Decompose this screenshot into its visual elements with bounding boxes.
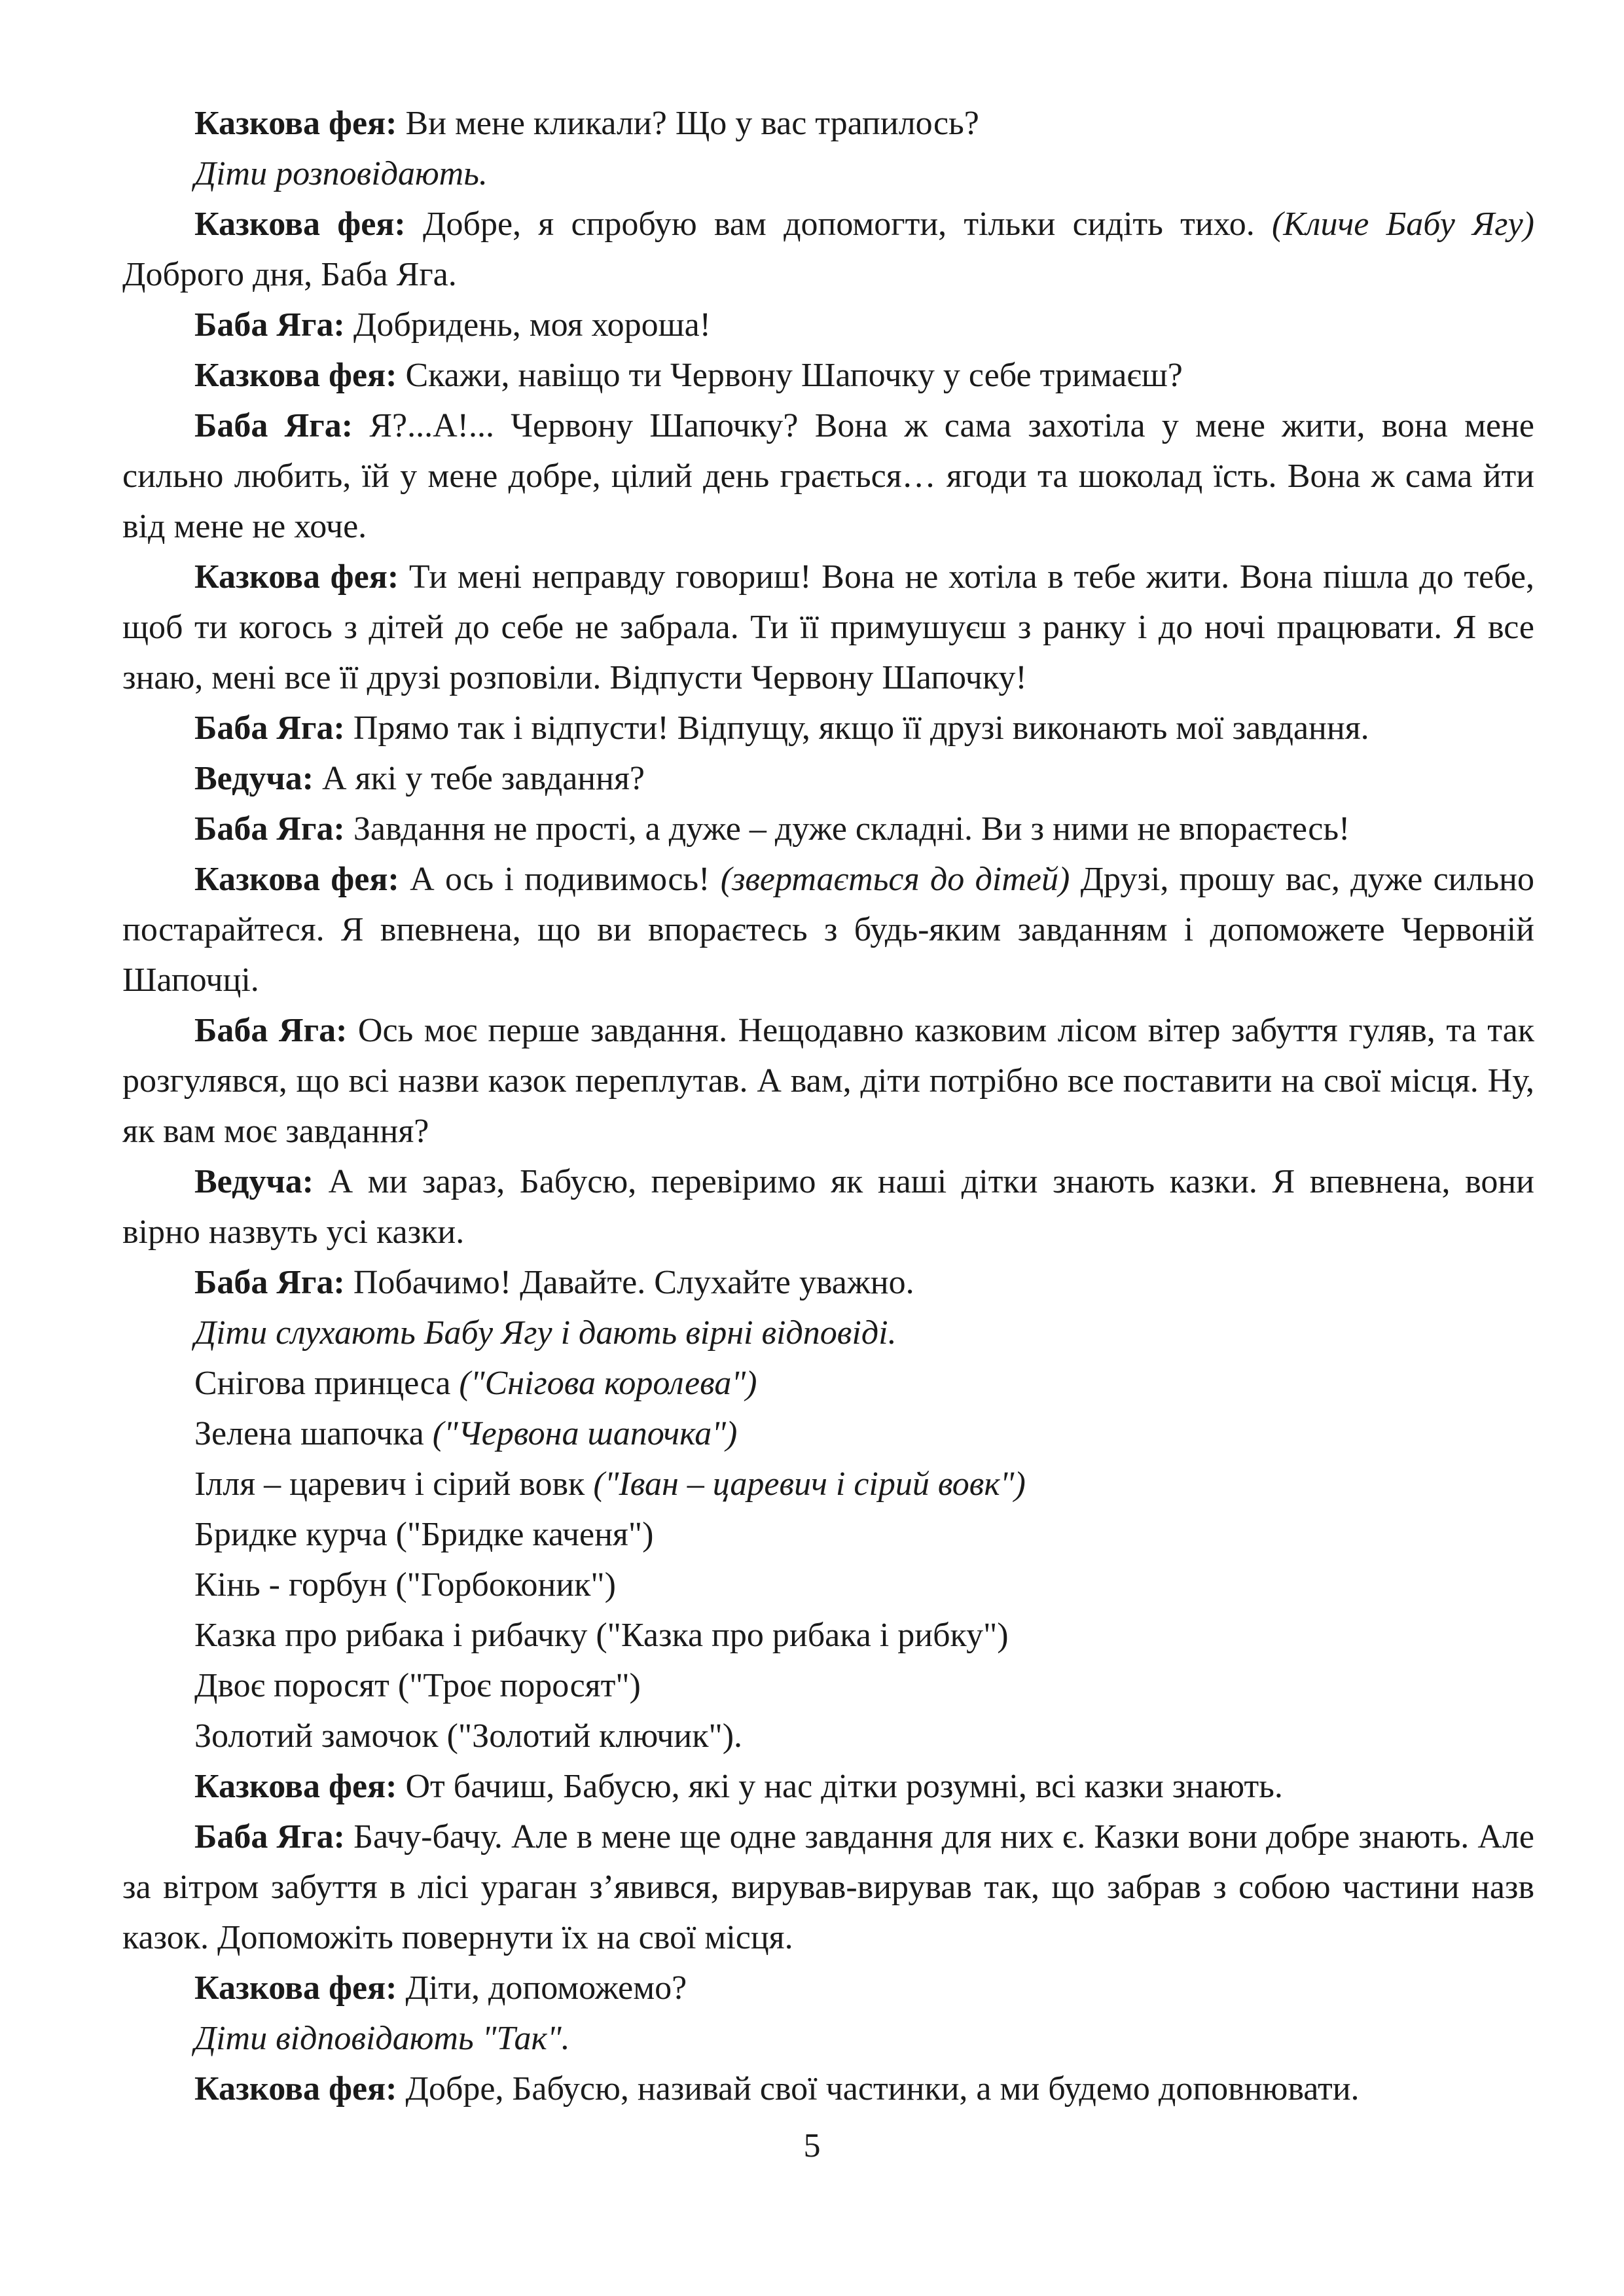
paragraph: [122, 300, 1534, 350]
speaker-label: Казкова фея:: [194, 105, 397, 142]
paragraph: [122, 1408, 1534, 1459]
speaker-label: Казкова фея:: [194, 2070, 397, 2108]
paragraph: [122, 2013, 1534, 2064]
paragraph-text: Добре, я спробую вам допомогти, тільки сидіть тихо.: [405, 206, 1272, 243]
speaker-label: Казкова фея:: [194, 206, 406, 243]
stage-direction: Діти відповідають "Так".: [194, 2020, 570, 2057]
paragraph-text: Діти, допоможемо?: [397, 1969, 687, 2007]
paragraph: [122, 703, 1534, 753]
paragraph: [122, 1157, 1534, 1257]
paragraph-text: А ми зараз, Бабусю, перевіримо як наші дітки знають казки. Я впевнена, вони вірно назвуть усі казки.: [122, 1163, 1534, 1251]
speaker-label: Казкова фея:: [194, 357, 397, 394]
speaker-label: Баба Яга:: [194, 1818, 345, 1856]
speaker-label: Казкова фея:: [194, 861, 399, 898]
speaker-label: Баба Яга:: [194, 810, 345, 848]
paragraph: [122, 854, 1534, 1005]
paragraph-text: Бачу-бачу. Але в мене ще одне завдання для них є. Казки вони добре знають. Але за вітром забуття в лісі ураган з’явився, вирував-вирував так, що забрав з собою частини назв казок. Допоможіть повернути їх на свої місця.: [122, 1818, 1534, 1956]
stage-direction: ("Червона шапочка"): [432, 1415, 738, 1452]
paragraph-text: Двоє поросят ("Троє поросят"): [194, 1667, 641, 1704]
paragraph: [122, 1660, 1534, 1711]
paragraph: [122, 552, 1534, 703]
paragraph-text: Я?...А!... Червону Шапочку? Вона ж сама захотіла у мене жити, вона мене сильно любить, їй у мене добре, цілий день грається… ягоди та шоколад їсть. Вона ж сама йти від мене не хоче.: [122, 407, 1534, 545]
paragraph: [122, 1308, 1534, 1358]
paragraph-text: Доброго дня, Баба Яга.: [122, 256, 457, 293]
paragraph: [122, 1963, 1534, 2013]
paragraph: [122, 401, 1534, 552]
speaker-label: Ведуча:: [194, 760, 314, 797]
paragraph-text: А які у тебе завдання?: [314, 760, 645, 797]
paragraph-text: Ви мене кликали? Що у вас трапилось?: [397, 105, 979, 142]
speaker-label: Баба Яга:: [194, 1012, 348, 1049]
paragraph-text: Ось моє перше завдання. Нещодавно казковим лісом вітер забуття гуляв, та так розгулявся, що всі назви казок переплутав. А вам, діти потрібно все поставити на свої місця. Ну, як вам моє завдання?: [122, 1012, 1534, 1150]
paragraph: [122, 350, 1534, 401]
paragraph: [122, 1560, 1534, 1610]
paragraph-text: Ілля – царевич і сірий вовк: [194, 1465, 594, 1503]
paragraph-text: Снігова принцеса: [194, 1365, 460, 1402]
paragraph: [122, 1610, 1534, 1660]
speaker-label: Ведуча:: [194, 1163, 314, 1200]
stage-direction: Діти розповідають.: [194, 155, 488, 192]
speaker-label: Баба Яга:: [194, 1264, 345, 1301]
paragraph-text: Прямо так і відпусти! Відпущу, якщо її друзі виконають мої завдання.: [344, 709, 1369, 747]
speaker-label: Баба Яга:: [194, 407, 353, 444]
paragraph: [122, 149, 1534, 199]
paragraph: [122, 1509, 1534, 1560]
paragraph: [122, 98, 1534, 149]
paragraph-text: Друзі, прошу вас, дуже сильно постарайтеся. Я впевнена, що ви впораєтесь з будь-яким завданням і допоможете Червоній Шапочці.: [122, 861, 1534, 999]
paragraph: [122, 1812, 1534, 1963]
speaker-label: Казкова фея:: [194, 1768, 397, 1805]
paragraph-text: Золотий замочок ("Золотий ключик").: [194, 1717, 743, 1755]
paragraph-text: Казка про рибака і рибачку ("Казка про рибака і рибку"): [194, 1617, 1009, 1654]
paragraph-text: Добридень, моя хороша!: [344, 306, 712, 344]
paragraph-text: Кінь - горбун ("Горбоконик"): [194, 1566, 616, 1604]
stage-direction: ("Снігова королева"): [459, 1365, 757, 1402]
paragraph: [122, 1358, 1534, 1408]
paragraph: [122, 753, 1534, 804]
paragraph-text: Бридке курча ("Бридке каченя"): [194, 1516, 654, 1553]
stage-direction: Діти слухають Бабу Ягу і дають вірні відповіді.: [194, 1314, 897, 1352]
paragraph: [122, 1005, 1534, 1157]
paragraph: [122, 1711, 1534, 1761]
stage-direction: (Кличе Бабу Ягу): [1271, 206, 1534, 243]
stage-direction: ("Іван – царевич і сірий вовк"): [593, 1465, 1026, 1503]
paragraph: [122, 804, 1534, 854]
paragraph-text: Побачимо! Давайте. Слухайте уважно.: [344, 1264, 914, 1301]
page-number: 5: [803, 2127, 821, 2164]
paragraph-text: Ти мені неправду говориш! Вона не хотіла в тебе жити. Вона пішла до тебе, щоб ти когось з дітей до себе не забрала. Ти її примушуєш з ранку і до ночі працювати. Я все знаю, мені все її друзі розповіли. Відпусти Червону Шапочку!: [122, 558, 1534, 696]
speaker-label: Баба Яга:: [194, 306, 345, 344]
stage-direction: (звертається до дітей): [720, 861, 1070, 898]
paragraph-text: А ось і подивимось!: [399, 861, 721, 898]
speaker-label: Казкова фея:: [194, 558, 399, 596]
paragraph: [122, 1459, 1534, 1509]
paragraph: [122, 1761, 1534, 1812]
speaker-label: Казкова фея:: [194, 1969, 397, 2007]
speaker-label: Баба Яга:: [194, 709, 345, 747]
paragraph-text: Завдання не прості, а дуже – дуже складні. Ви з ними не впораєтесь!: [344, 810, 1350, 848]
paragraph: [122, 199, 1534, 300]
page-body: [122, 98, 1534, 2114]
paragraph-text: От бачиш, Бабусю, які у нас дітки розумні, всі казки знають.: [397, 1768, 1283, 1805]
paragraph-text: Скажи, навіщо ти Червону Шапочку у себе тримаєш?: [397, 357, 1183, 394]
paragraph: [122, 1257, 1534, 1308]
paragraph-text: Зелена шапочка: [194, 1415, 433, 1452]
paragraph: [122, 2064, 1534, 2114]
paragraph-text: Добре, Бабусю, називай свої частинки, а ми будемо доповнювати.: [397, 2070, 1360, 2108]
